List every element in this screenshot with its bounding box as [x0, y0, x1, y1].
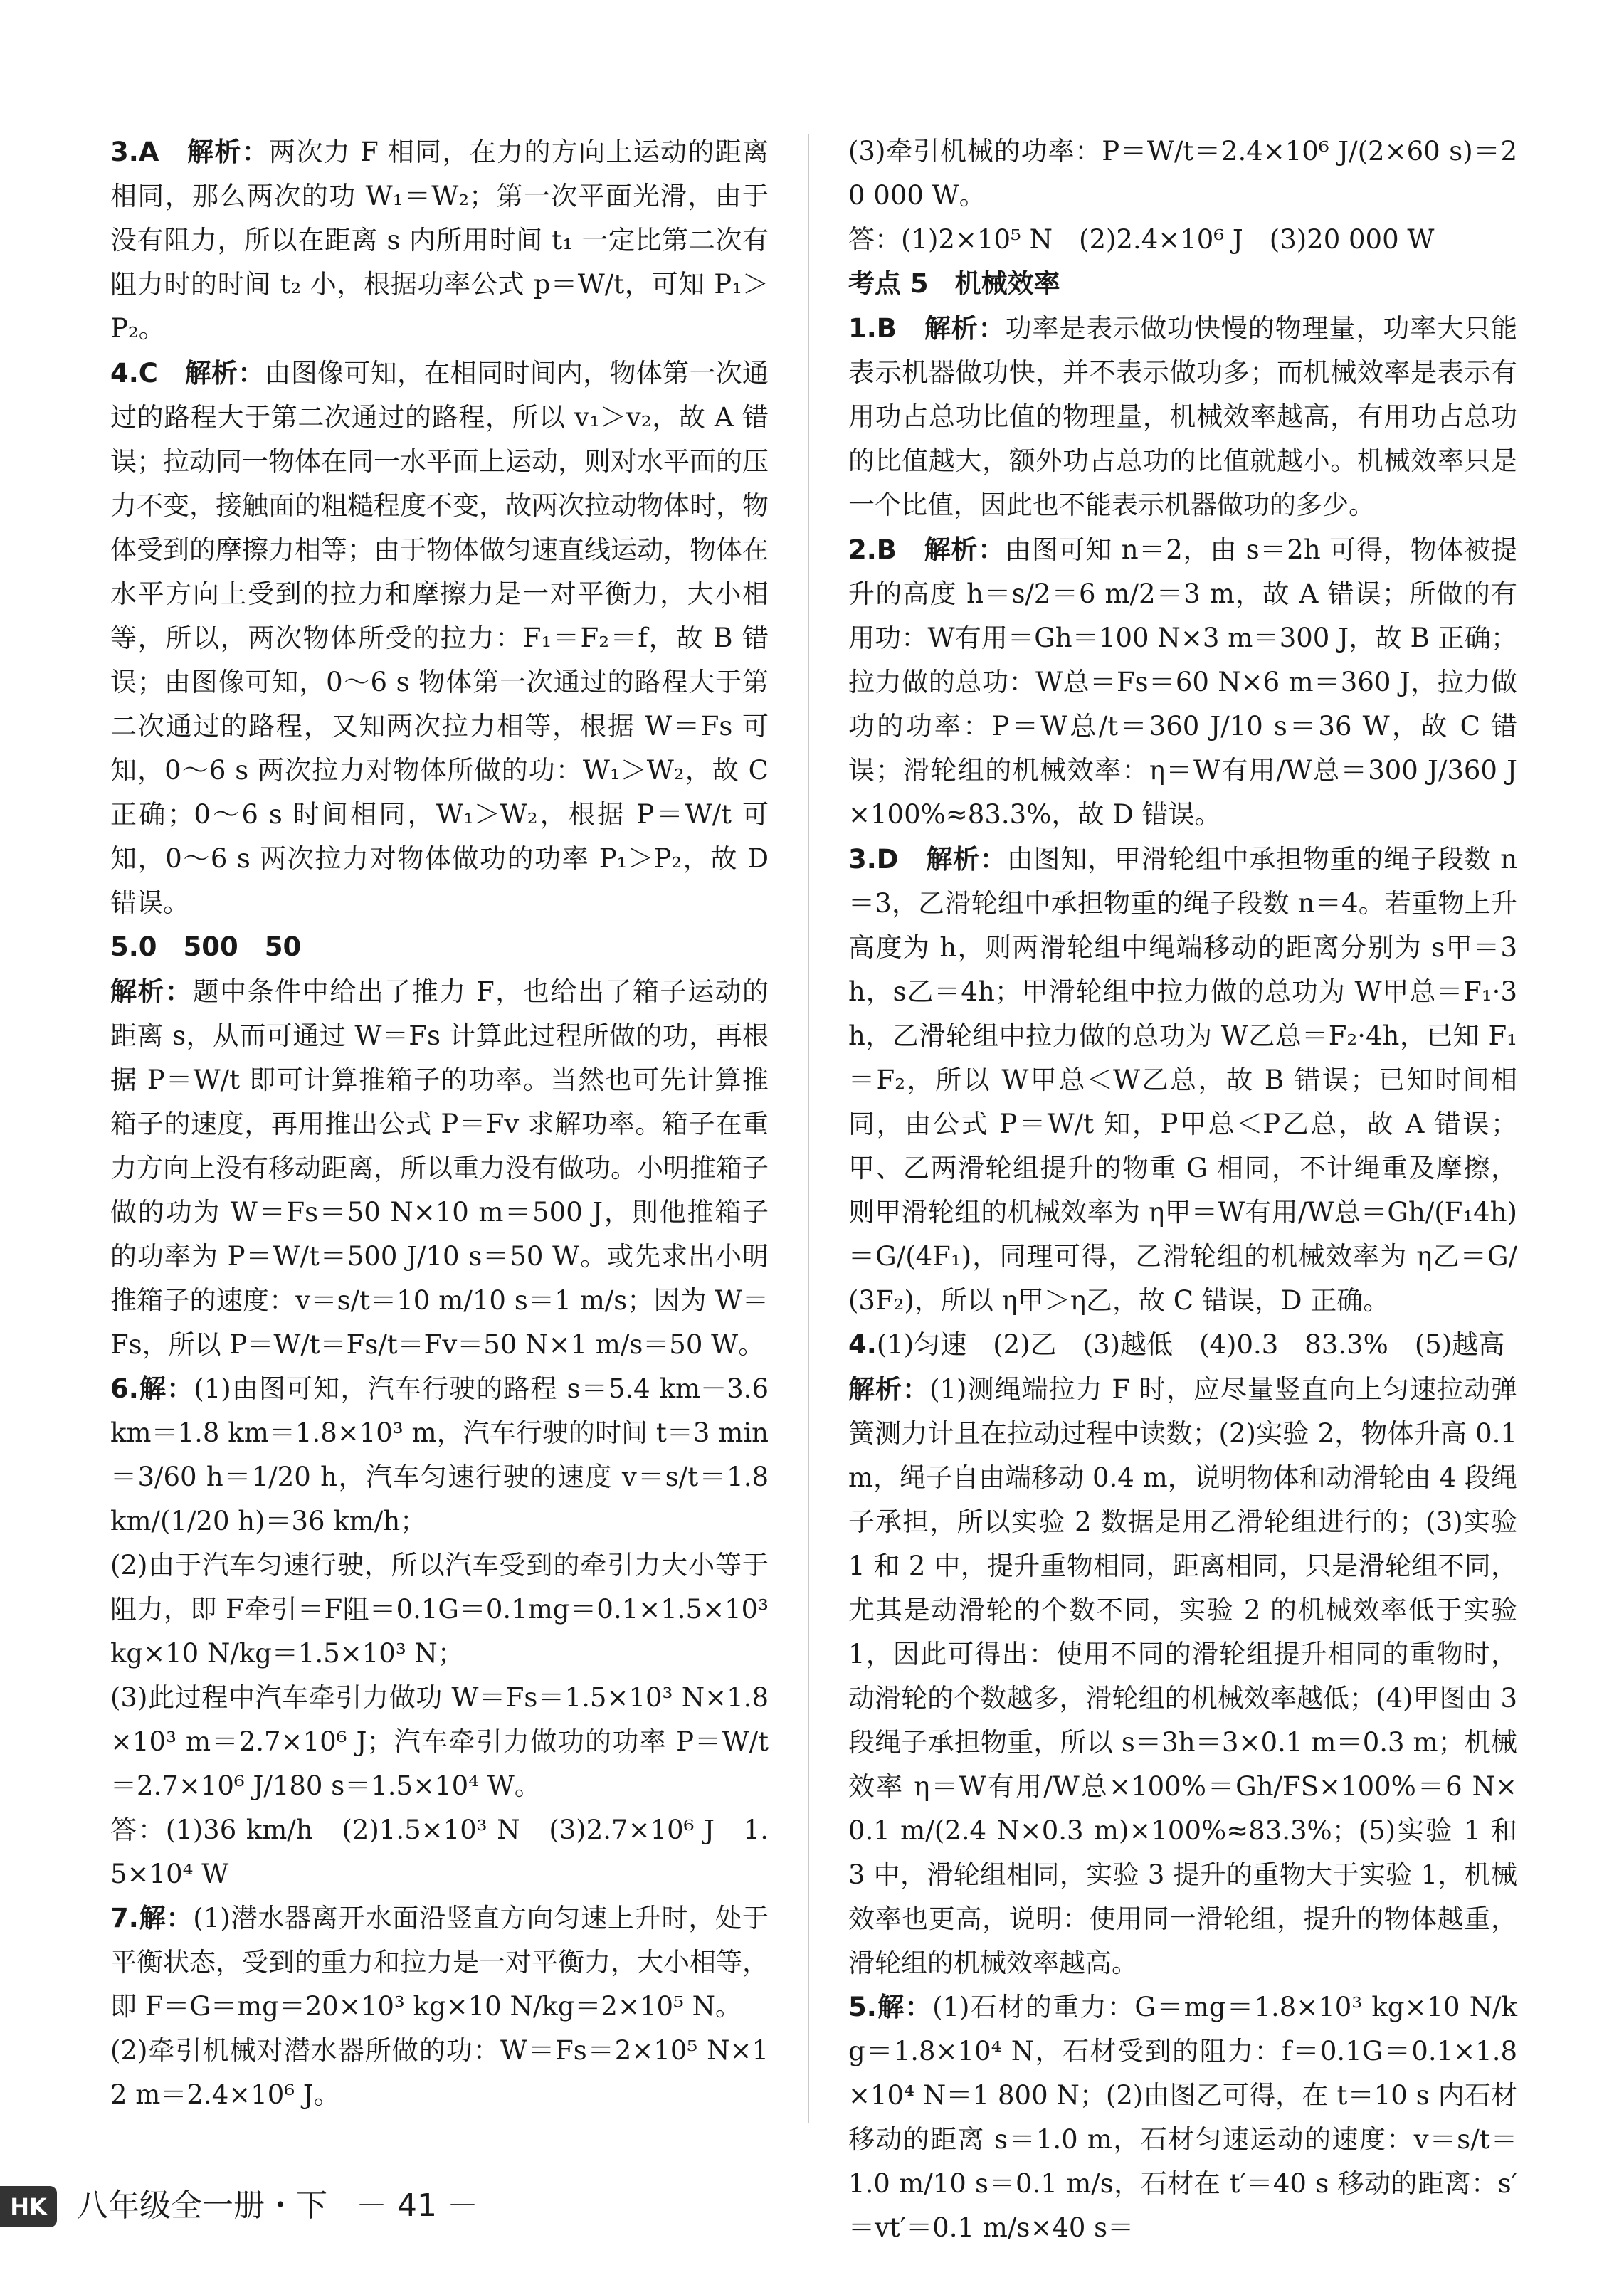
efficiency-answer-5: 5.解：(1)石材的重力：G＝mg＝1.8×10³ kg×10 N/kg＝1.8×10⁴ N，石材受到的阻力：f＝0.1G＝0.1×1.8×10⁴ N＝1 800 N；(2)由图乙可得，在 t＝10 s 内石材移动的距离 s＝1.0 m，石材匀速运动的速度：v＝s/t＝1.0 m/10 s＝0.1 m/s，石材在 t′＝40 s 移动的距离：s′＝vt′＝0.1 m/s×40 s＝ [848, 1992, 1517, 2243]
right-column [848, 130, 1517, 2250]
efficiency-answer-1: 1.B 解析：功率是表示做功快慢的物理量，功率大只能表示机器做功快，并不表示做功多；而机械效率是表示有用功占总功比值的物理量，机械效率越高，有用功占总功的比值越大，额外功占总功的比值就越小。机械效率只是一个比值，因此也不能表示机器做功的多少。 [848, 312, 1518, 520]
efficiency-answer-2: 2.B 解析：由图可知 n＝2，由 s＝2h 可得，物体被提升的高度 h＝s/2＝6 m/2＝3 m，故 A 错误；所做的有用功：W有用＝Gh＝100 N×3 m＝300 J，故 B 正确；拉力做的总功：W总＝Fs＝60 N×6 m＝360 J，拉力做功的功率：P＝W总/t＝360 J/10 s＝36 W，故 C 错误；滑轮组的机械效率：η＝W有用/W总＝300 J/360 J×100%≈83.3%，故 D 错误。 [848, 534, 1518, 830]
answer-6-summary: 答：(1)36 km/h (2)1.5×10³ N (3)2.7×10⁶ J 1.5×10⁴ W [110, 1815, 769, 1889]
efficiency-answer-4: 4.(1)匀速 (2)乙 (3)越低 (4)0.3 83.3% (5)越高 [848, 1329, 1505, 1360]
answer-3: 3.A 解析：两次力 F 相同，在力的方向上运动的距离相同，那么两次的功 W₁＝W₂；第一次平面光滑，由于没有阻力，所以在距离 s 内所用时间 t₁ 一定比第二次有阻力时的时间 t₂ 小，根据功率公式 p＝W/t，可知 P₁＞P₂。 [110, 136, 769, 344]
page-number: － 41 － [356, 2187, 478, 2224]
answer-5-analysis: 解析：题中条件中给出了推力 F，也给出了箱子运动的距离 s，从而可通过 W＝Fs 计算此过程所做的功，再根据 P＝W/t 即可计算推箱子的功率。当然也可先计算推箱子的速度，再用推出公式 P＝Fv 求解功率。箱子在重力方向上没有移动距离，所以重力没有做功。小明推箱子做的功为 W＝Fs＝50 N×10 m＝500 J，則他推箱子的功率为 P＝W/t＝500 J/10 s＝50 W。或先求出小明推箱子的速度：v＝s/t＝10 m/10 s＝1 m/s；因为 W＝Fs，所以 P＝W/t＝Fs/t＝Fv＝50 N×1 m/s＝50 W。 [110, 976, 769, 1360]
book-title: 八年级全一册・下 [77, 2187, 327, 2224]
section-heading: 考点 5 机械效率 [848, 268, 1060, 299]
answer-6-part2: (2)由于汽车匀速行驶，所以汽车受到的牵引力大小等于阻力，即 F牵引＝F阻＝0.1G＝0.1mg＝0.1×1.5×10³ kg×10 N/kg＝1.5×10³ N； [110, 1550, 769, 1669]
edition-badge: HK [0, 2186, 57, 2227]
efficiency-answer-4-analysis: 解析：(1)测绳端拉力 F 时，应尽量竖直向上匀速拉动弹簧测力计且在拉动过程中读数；(2)实验 2，物体升高 0.1 m，绳子自由端移动 0.4 m，说明物体和动滑轮由 4 段绳子承担，所以实验 2 数据是用乙滑轮组进行的；(3)实验 1 和 2 中，提升重物相同，距离相同，只是滑轮组不同，尤其是动滑轮的个数不同，实验 2 的机械效率低于实验 1，因此可得出：使用不同的滑轮组提升相同的重物时，动滑轮的个数越多，滑轮组的机械效率越低；(4)甲图由 3 段绳子承担物重，所以 s＝3h＝3×0.1 m＝0.3 m；机械效率 η＝W有用/W总×100%＝Gh/FS×100%＝6 N×0.1 m/(2.4 N×0.3 m)×100%≈83.3%；(5)实验 1 和 3 中，滑轮组相同，实验 3 提升的重物大于实验 1，机械效率也更高，说明：使用同一滑轮组，提升的物体越重，滑轮组的机械效率越高。 [848, 1373, 1518, 1978]
answer-7-summary: 答：(1)2×10⁵ N (2)2.4×10⁶ J (3)20 000 W [848, 224, 1435, 255]
column-divider [808, 134, 809, 2123]
answer-7-part2: (2)牵引机械对潜水器所做的功：W＝Fs＝2×10⁵ N×12 m＝2.4×10⁶ J。 [110, 2035, 769, 2110]
answer-6-part3: (3)此过程中汽车牵引力做功 W＝Fs＝1.5×10³ N×1.8×10³ m＝2.7×10⁶ J；汽车牵引力做功的功率 P＝W/t＝2.7×10⁶ J/180 s＝1.5×10⁴ W。 [110, 1682, 769, 1801]
answer-4: 4.C 解析：由图像可知，在相同时间内，物体第一次通过的路程大于第二次通过的路程，所以 v₁＞v₂，故 A 错误；拉动同一物体在同一水平面上运动，则对水平面的压力不变，接触面的粗糙程度不变，故两次拉动物体时，物体受到的摩擦力相等；由于物体做匀速直线运动，物体在水平方向上受到的拉力和摩擦力是一对平衡力，大小相等，所以，两次物体所受的拉力：F₁＝F₂＝f，故 B 错误；由图像可知，0～6 s 物体第一次通过的路程大于第二次通过的路程，又知两次拉力相等，根据 W＝Fs 可知，0～6 s 两次拉力对物体所做的功：W₁＞W₂，故 C 正确；0～6 s 时间相同，W₁＞W₂，根据 P＝W/t 可知，0～6 s 两次拉力对物体做功的功率 P₁＞P₂，故 D 错误。 [110, 357, 769, 918]
answer-7: 7.解：(1)潜水器离开水面沿竖直方向匀速上升时，处于平衡状态，受到的重力和拉力是一对平衡力，大小相等，即 F＝G＝mg＝20×10³ kg×10 N/kg＝2×10⁵ N。 [110, 1903, 769, 2022]
answer-5: 5.0 500 50 [110, 931, 302, 962]
left-column [110, 130, 769, 2117]
answer-7-part3: (3)牵引机械的功率：P＝W/t＝2.4×10⁶ J/(2×60 s)＝20 000 W。 [848, 136, 1517, 211]
answer-6: 6.解：(1)由图可知，汽车行驶的路程 s＝5.4 km－3.6 km＝1.8 km＝1.8×10³ m，汽车行驶的时间 t＝3 min＝3/60 h＝1/20 h，汽车匀速行驶的速度 v＝s/t＝1.8 km/(1/20 h)＝36 km/h； [110, 1373, 769, 1536]
efficiency-answer-3: 3.D 解析：由图知，甲滑轮组中承担物重的绳子段数 n＝3，乙滑轮组中承担物重的绳子段数 n＝4。若重物上升高度为 h，则两滑轮组中绳端移动的距离分别为 s甲＝3h，s乙＝4h；甲滑轮组中拉力做的总功为 W甲总＝F₁·3h，乙滑轮组中拉力做的总功为 W乙总＝F₂·4h，已知 F₁＝F₂，所以 W甲总＜W乙总，故 B 错误；已知时间相同，由公式 P＝W/t 知，P甲总＜P乙总，故 A 错误；甲、乙两滑轮组提升的物重 G 相同，不计绳重及摩擦，则甲滑轮组的机械效率为 η甲＝W有用/W总＝Gh/(F₁4h)＝G/(4F₁)，同理可得，乙滑轮组的机械效率为 η乙＝G/(3F₂)，所以 η甲＞η乙，故 C 错误，D 正确。 [848, 843, 1518, 1316]
page-footer [0, 2178, 569, 2234]
